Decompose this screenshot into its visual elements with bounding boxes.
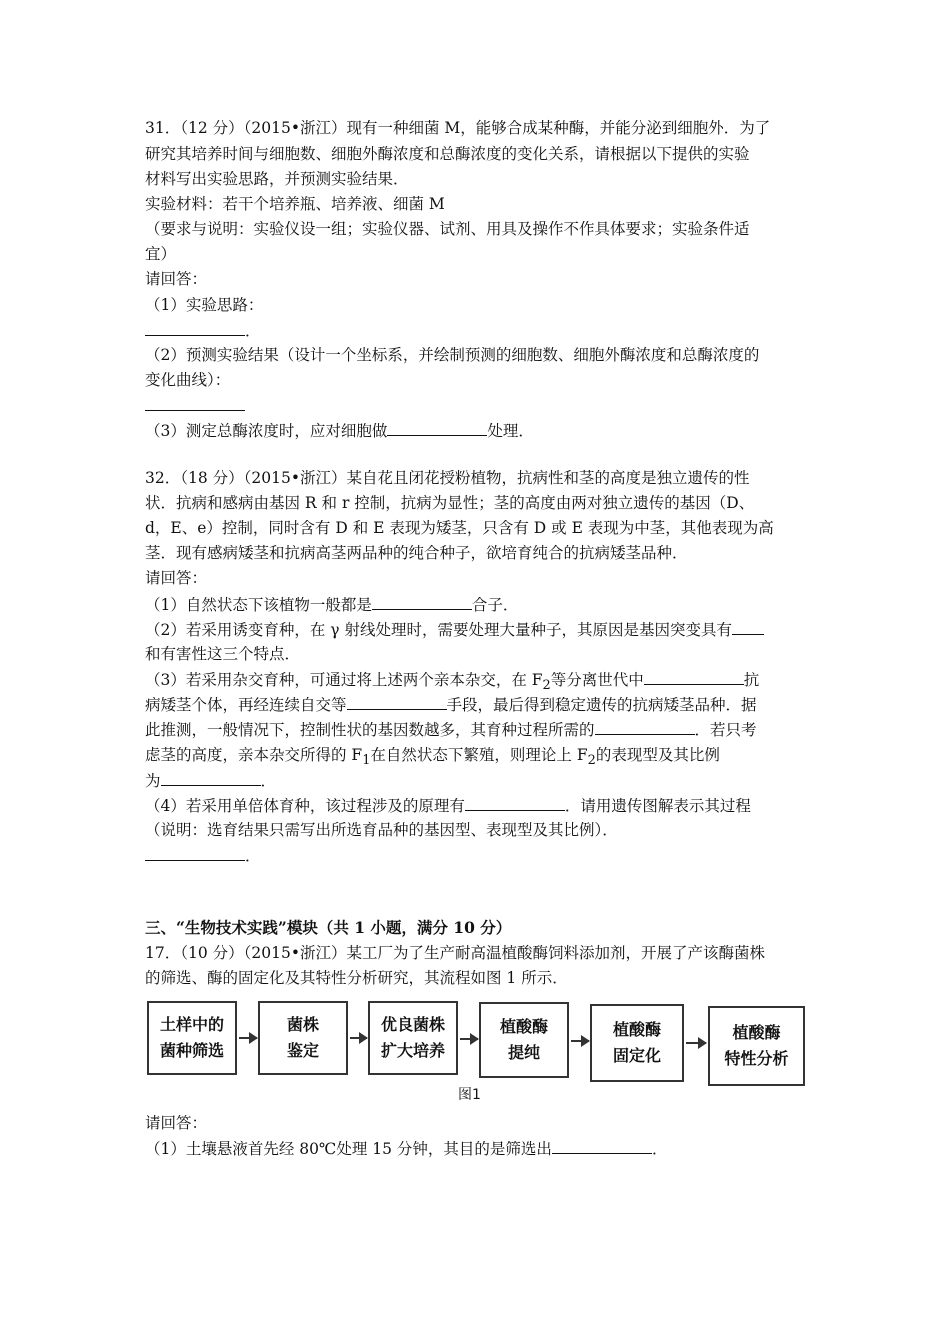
q32-line-2: 状．抗病和感病由基因 R 和 r 控制，抗病为显性；茎的高度由两对独立遗传的基因（D、: [145, 494, 755, 512]
answer-blank[interactable]: [145, 320, 245, 336]
answer-blank[interactable]: [595, 719, 695, 735]
arrow-icon: [686, 1042, 706, 1044]
q32-part2-cont: 和有害性这三个特点．: [145, 645, 301, 663]
q31-line-1: 31．（12 分）（2015•浙江）现有一种细菌 M，能够合成某种酶，并能分泌到细胞外．为了: [145, 119, 771, 137]
q32-part4: （4）若采用单倍体育种，该过程涉及的原理有 ．请用遗传图解表示其过程: [145, 797, 751, 815]
answer-blank[interactable]: [732, 619, 764, 635]
q32-part4-note: （说明：选育结果只需写出所选育品种的基因型、表现型及其比例）．: [145, 821, 618, 839]
answer-blank[interactable]: [372, 594, 472, 610]
answer-blank[interactable]: [387, 420, 487, 436]
q31-part2-answer: [145, 395, 245, 416]
flowchart: [147, 997, 807, 1089]
figure-caption: 图1: [458, 1087, 481, 1103]
answer-blank[interactable]: [161, 770, 261, 786]
q17-part1: （1）土壤悬液首先经 80℃处理 15 分钟，其目的是筛选出 ．: [145, 1140, 668, 1158]
q31-line-3: 材料写出实验思路，并预测实验结果．: [145, 170, 409, 188]
answer-blank[interactable]: [145, 395, 245, 411]
flow-step-4: 植酸酶 提纯: [479, 1002, 569, 1078]
q32-line-1: 32．（18 分）（2015•浙江）某自花且闭花授粉植物，抗病性和茎的高度是独立遗传的性: [145, 469, 750, 487]
q31-answer-prompt: 请回答：: [145, 270, 208, 288]
arrow-icon: [571, 1040, 589, 1042]
q17-line-1: 17．（10 分）（2015•浙江）某工厂为了生产耐高温植酸酶饲料添加剂，开展了产该酶菌株: [145, 944, 765, 962]
q32-part3-line4: 虑茎的高度，亲本杂交所得的 $F_1$在自然状态下繁殖，则理论上 $F_2$的表现型及其比例: [145, 746, 720, 769]
flow-step-1: 土样中的 菌种筛选: [147, 1001, 237, 1075]
q31-part3: （3）测定总酶浓度时，应对细胞做 处理．: [145, 422, 534, 440]
q32-part1: （1）自然状态下该植物一般都是 合子．: [145, 596, 519, 614]
q32-part3-line3: 此推测，一般情况下，控制性状的基因数越多，其育种过程所需的 ．若只考: [145, 721, 757, 739]
answer-blank[interactable]: [552, 1138, 652, 1154]
answer-blank[interactable]: [145, 845, 245, 861]
q31-part2-cont: 变化曲线）：: [145, 371, 231, 389]
q32-part4-answer: ．: [145, 845, 261, 866]
q31-part1-answer: ．: [145, 320, 261, 341]
answer-blank[interactable]: [465, 795, 565, 811]
arrow-icon: [350, 1037, 367, 1039]
answer-blank[interactable]: [347, 694, 447, 710]
q32-line-3: d，E、e）控制，同时含有 D 和 E 表现为矮茎，只含有 D 或 E 表现为中茎，其他表现为高: [145, 519, 774, 537]
q31-requirements-cont: 宜）: [145, 245, 177, 263]
q31-materials: 实验材料：若干个培养瓶、培养液、细菌 M: [145, 195, 445, 213]
q32-part3-line2: 病矮茎个体，再经连续自交等 手段，最后得到稳定遗传的抗病矮茎品种．据: [145, 696, 757, 714]
arrow-icon: [460, 1038, 478, 1040]
flow-step-6: 植酸酶 特性分析: [708, 1006, 805, 1086]
section-heading: 三、“生物技术实践”模块（共 1 小题，满分 10 分）: [145, 918, 512, 937]
q32-answer-prompt: 请回答：: [145, 569, 208, 587]
q32-line-4: 茎．现有感病矮茎和抗病高茎两品种的纯合种子，欲培育纯合的抗病矮茎品种．: [145, 544, 688, 562]
flow-step-3: 优良菌株 扩大培养: [368, 1001, 458, 1075]
q31-requirements: （要求与说明：实验仪设一组；实验仪器、试剂、用具及操作不作具体要求；实验条件适: [145, 220, 750, 238]
q32-part2: （2）若采用诱变育种，在 γ 射线处理时，需要处理大量种子，其原因是基因突变具有: [145, 619, 764, 640]
q31-line-2: 研究其培养时间与细胞数、细胞外酶浓度和总酶浓度的变化关系，请根据以下提供的实验: [145, 145, 750, 163]
flow-step-5: 植酸酶 固定化: [590, 1004, 684, 1082]
q32-part3: （3）若采用杂交育种，可通过将上述两个亲本杂交，在 $F_2$等分离世代中 抗: [145, 671, 760, 694]
q17-answer-prompt: 请回答：: [145, 1114, 208, 1132]
q32-part3-line5: 为 ．: [145, 772, 277, 790]
answer-blank[interactable]: [644, 669, 744, 685]
q17-line-2: 的筛选、酶的固定化及其特性分析研究，其流程如图 1 所示．: [145, 969, 568, 987]
q31-part2: （2）预测实验结果（设计一个坐标系，并绘制预测的细胞数、细胞外酶浓度和总酶浓度的: [145, 346, 760, 364]
q31-part1: （1）实验思路：: [145, 296, 264, 314]
flow-step-2: 菌株 鉴定: [258, 1001, 348, 1075]
arrow-icon: [239, 1037, 257, 1039]
